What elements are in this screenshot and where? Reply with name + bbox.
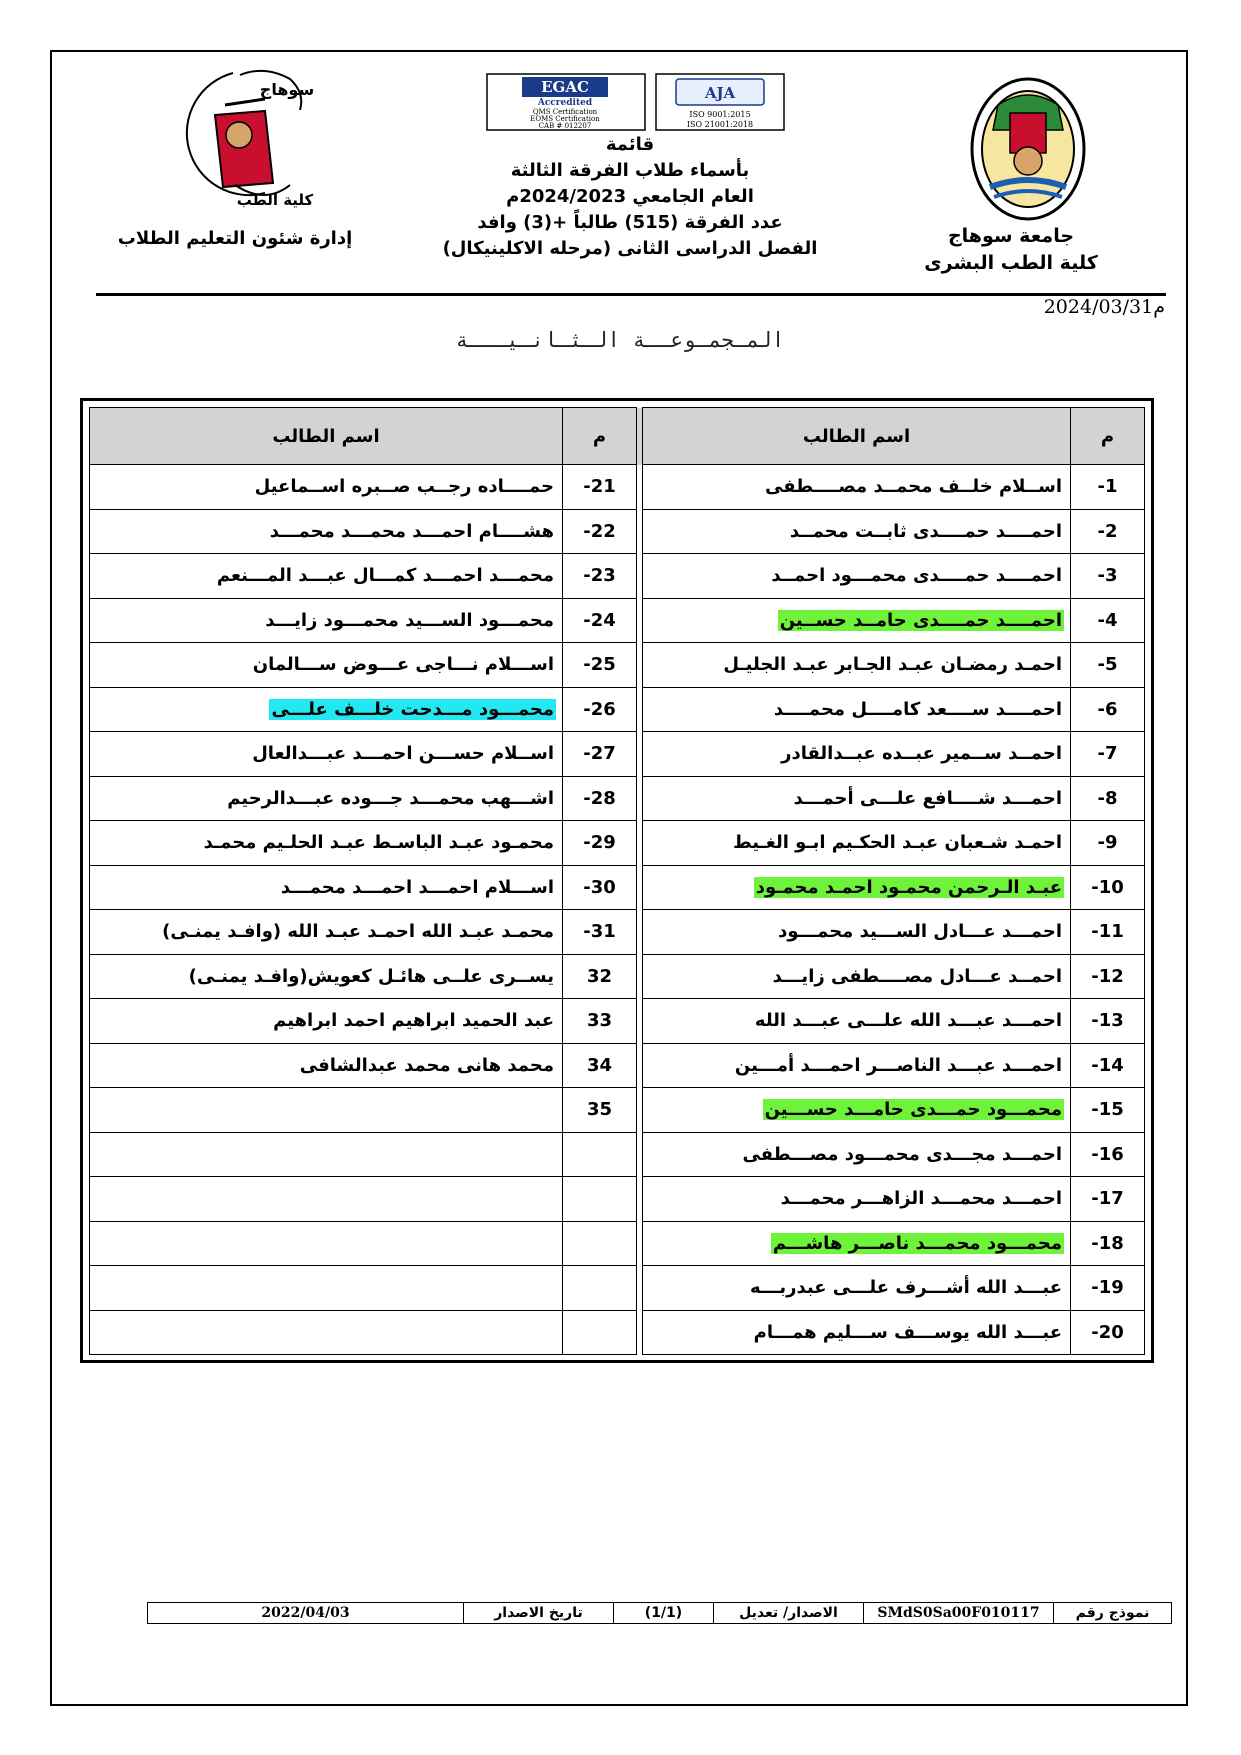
row-number-left [563, 954, 637, 999]
row-number-right [1071, 732, 1145, 777]
form-footer [147, 1602, 1172, 1624]
row-number-left-text: -25 [583, 654, 616, 676]
row-number-left [563, 643, 637, 688]
roster-table [89, 407, 1145, 1355]
student-name-left-text: محمـد عبـد الله احمـد عبـد الله (وافـد يمنـى) [162, 921, 554, 943]
table-row [90, 1132, 1145, 1177]
student-name-left-text: محمـــود مـــدحت خلـــف علـــى [271, 698, 554, 720]
row-number-right-text: -11 [1091, 921, 1124, 943]
student-name-left-text: حمــــاده رجــب صــبره اســماعيل [254, 476, 554, 498]
column-gap [637, 776, 643, 821]
student-name-right-text: عبـــد الله يوســـف ســـليم همـــام [753, 1321, 1062, 1343]
form-label: نموذج رقم [1054, 1603, 1172, 1624]
student-name-right-text: احمـــد محمـــد الزاهـــر محمـــد [780, 1188, 1062, 1210]
student-name-right-text: احمـــد مجـــدى محمـــود مصـــطفى [742, 1143, 1062, 1165]
form-code: SMdS0Sa00F010117 [864, 1603, 1054, 1624]
student-name-left [90, 1221, 563, 1266]
row-number-left [563, 509, 637, 554]
row-number-left-text: -31 [583, 921, 616, 943]
column-gap [637, 408, 643, 465]
student-name-right-text: احمــــد حمــــدى محمـــود احمــد [771, 565, 1062, 587]
row-number-right-text: -4 [1097, 609, 1118, 631]
student-name-left [90, 465, 563, 510]
student-name-left-text: محمـــود الســـيد محمـــود زايـــد [265, 609, 554, 631]
column-gap [637, 999, 643, 1044]
row-number-right [1071, 1088, 1145, 1133]
student-name-left-text: عبد الحميد ابراهيم احمد ابراهيم [273, 1010, 554, 1032]
row-number-right [1071, 1132, 1145, 1177]
student-name-left-text: محمـــد احمـــد كمـــال عبـــد المـــنعم [216, 565, 554, 587]
row-number-right-text: -19 [1091, 1277, 1124, 1299]
row-number-right [1071, 954, 1145, 999]
row-number-right [1071, 865, 1145, 910]
column-gap [637, 954, 643, 999]
row-number-right [1071, 643, 1145, 688]
student-name-left [90, 910, 563, 955]
roster-table-frame [80, 398, 1154, 1363]
row-number-right-text: -6 [1097, 698, 1118, 720]
student-name-right [643, 821, 1071, 866]
student-name-right [643, 1043, 1071, 1088]
student-name-right [643, 1221, 1071, 1266]
row-number-left [563, 598, 637, 643]
student-name-right-text: عبـــد الله أشـــرف علـــى عبدربـــه [749, 1277, 1062, 1299]
student-name-right-text: احمـد شـعبان عبـد الحكـيم ابـو الغـيط [733, 832, 1062, 854]
row-number-right-text: -12 [1091, 965, 1124, 987]
row-number-right-text: -2 [1097, 520, 1118, 542]
student-name-right-text: احمـــد عبـــد الله علـــى عبـــد الله [754, 1010, 1062, 1032]
column-gap [637, 1043, 643, 1088]
title-line: بأسماء طلاب الفرقة الثالثة [510, 160, 750, 181]
table-row [90, 643, 1145, 688]
faculty-logo-lettering: سوهاج [259, 80, 315, 99]
student-name-right [643, 1266, 1071, 1311]
student-name-right-text: احمـد رمضـان عبـد الجـابر عبـد الجليـل [723, 654, 1062, 676]
row-number-right [1071, 465, 1145, 510]
student-name-left-text: اســـلام نـــاجى عـــوض ســـالمان [252, 654, 554, 676]
row-number-left [563, 1088, 637, 1133]
title-line: قائمة [605, 134, 655, 155]
row-number-left-text: 34 [586, 1054, 613, 1076]
aja-line2: ISO 21001:2018 [686, 120, 754, 129]
row-number-left-text: -28 [583, 787, 616, 809]
aja-line1: ISO 9001:2015 [689, 110, 751, 119]
student-name-left-text: محمد هانى محمد عبدالشافى [299, 1054, 554, 1076]
issue-date-value: 2022/04/03 [148, 1603, 464, 1624]
student-name-left-text: اشـــهب محمـــد جـــوده عبـــدالرحيم [227, 787, 554, 809]
student-name-right-text: احمــــد حمــــدى حامــد حســين [779, 609, 1062, 631]
row-number-right [1071, 999, 1145, 1044]
student-name-left-text: اســلام حســـن احمـــد عبـــدالعال [252, 743, 554, 765]
student-name-right-text: محمـــود حمـــدى حامـــد حســـين [764, 1099, 1062, 1121]
row-number-left [563, 554, 637, 599]
title-line: العام الجامعي 2024/2023م [506, 186, 754, 207]
column-gap [637, 598, 643, 643]
row-number-right-text: -15 [1091, 1099, 1124, 1121]
student-name-left [90, 865, 563, 910]
col-header-num-right: م [1071, 408, 1145, 465]
column-gap [637, 554, 643, 599]
student-name-right-text: احمـــد عـــادل الســـيد محمـــود [778, 921, 1062, 943]
row-number-left [563, 999, 637, 1044]
student-name-left [90, 732, 563, 777]
table-row [90, 554, 1145, 599]
university-header [901, 223, 1121, 277]
student-name-right-text: احمـــد عبـــد الناصـــر احمـــد أمـــين [734, 1054, 1062, 1076]
student-name-right-text: احمــد ســمير عبــده عبــدالقادر [781, 743, 1062, 765]
student-name-left [90, 999, 563, 1044]
row-number-right [1071, 509, 1145, 554]
student-name-left [90, 1132, 563, 1177]
table-row [90, 865, 1145, 910]
roster-body [90, 465, 1145, 1355]
student-name-right [643, 910, 1071, 955]
faculty-logo [115, 65, 315, 215]
row-number-left-text: 35 [586, 1099, 613, 1121]
row-number-right-text: -13 [1091, 1010, 1124, 1032]
student-name-left [90, 1043, 563, 1088]
row-number-left-text: -21 [583, 476, 616, 498]
egac-line1: Accredited [537, 98, 593, 108]
row-number-right-text: -1 [1097, 476, 1118, 498]
col-header-name-left: اسم الطالب [90, 408, 563, 465]
student-name-left [90, 776, 563, 821]
column-gap [637, 1221, 643, 1266]
student-name-right-text: محمـــود محمـــد ناصـــر هاشـــم [772, 1232, 1062, 1254]
row-number-left [563, 910, 637, 955]
row-number-left [563, 1043, 637, 1088]
row-number-right-text: -7 [1097, 743, 1118, 765]
row-number-right-text: -17 [1091, 1188, 1124, 1210]
egac-line2: QMS Certification [532, 108, 598, 116]
column-gap [637, 643, 643, 688]
row-number-left-text: -23 [583, 565, 616, 587]
student-name-right-text: احمــــد حمــــدى ثابــت محمــد [789, 520, 1062, 542]
student-name-left-text: محمـود عبـد الباسـط عبـد الحلـيم محمـد [203, 832, 554, 854]
header-divider [96, 293, 1166, 296]
student-name-right-text: احمــــد ســــعد كامــــل محمــــد [773, 698, 1062, 720]
row-number-right [1071, 554, 1145, 599]
row-number-left [563, 821, 637, 866]
row-number-left [563, 465, 637, 510]
table-row [90, 598, 1145, 643]
row-number-right [1071, 1043, 1145, 1088]
student-name-left-text: يســرى علــى هائـل كعويش(وافـد يمنـى) [188, 965, 554, 987]
row-number-left [563, 1221, 637, 1266]
row-number-left [563, 1310, 637, 1355]
student-name-right [643, 1132, 1071, 1177]
student-name-right [643, 865, 1071, 910]
table-row [90, 1310, 1145, 1355]
column-gap [637, 465, 643, 510]
table-row [90, 954, 1145, 999]
student-name-right-text: عبـد الـرحمن محمـود احمـد محمـود [755, 876, 1062, 898]
row-number-left [563, 1132, 637, 1177]
column-gap [637, 910, 643, 955]
row-number-right [1071, 598, 1145, 643]
student-name-right-text: احمــد عـــادل مصــــطفى زايـــد [772, 965, 1062, 987]
table-row [90, 776, 1145, 821]
student-name-left [90, 1310, 563, 1355]
row-number-left-text: -22 [583, 520, 616, 542]
row-number-right-text: -5 [1097, 654, 1118, 676]
row-number-right-text: -8 [1097, 787, 1118, 809]
column-gap [637, 1177, 643, 1222]
row-number-right-text: -3 [1097, 565, 1118, 587]
row-number-left [563, 732, 637, 777]
table-row [90, 509, 1145, 554]
column-gap [637, 1132, 643, 1177]
row-number-right [1071, 1266, 1145, 1311]
student-name-right [643, 999, 1071, 1044]
row-number-right [1071, 1310, 1145, 1355]
row-number-left-text: 33 [586, 1010, 613, 1032]
column-gap [637, 865, 643, 910]
student-name-left [90, 954, 563, 999]
student-name-right-text: اســلام خلــف محمــد مصــــطفى [765, 476, 1062, 498]
row-number-right-text: -18 [1091, 1232, 1124, 1254]
col-header-name-right: اسم الطالب [643, 408, 1071, 465]
table-row [90, 999, 1145, 1044]
student-name-left [90, 1088, 563, 1133]
table-row [90, 1043, 1145, 1088]
student-name-left-text: اســـلام احمـــد احمـــد محمـــد [280, 876, 554, 898]
row-number-right [1071, 1177, 1145, 1222]
student-name-right-text: احمـــد شــــافع علـــى أحمـــد [793, 787, 1062, 809]
student-name-left [90, 687, 563, 732]
row-number-right-text: -9 [1097, 832, 1118, 854]
student-name-right [643, 465, 1071, 510]
egac-brand: EGAC [541, 78, 589, 96]
table-header-row [90, 408, 1145, 465]
student-name-left [90, 509, 563, 554]
table-row [90, 1177, 1145, 1222]
table-row [90, 465, 1145, 510]
row-number-left [563, 1266, 637, 1311]
column-gap [637, 1266, 643, 1311]
row-number-left-text: 32 [586, 965, 613, 987]
student-name-right [643, 776, 1071, 821]
row-number-right-text: -20 [1091, 1321, 1124, 1343]
student-name-left-text: هشــــام احمـــد محمـــد محمـــد [269, 520, 554, 542]
student-name-left [90, 643, 563, 688]
department-name: إدارة شئون التعليم الطلاب [117, 228, 353, 249]
table-row [90, 910, 1145, 955]
egac-line3: EOMS Certification [530, 115, 600, 123]
table-row [90, 1221, 1145, 1266]
student-name-right [643, 1310, 1071, 1355]
student-name-right [643, 954, 1071, 999]
row-number-right [1071, 687, 1145, 732]
footer-row [148, 1603, 1172, 1624]
faculty-name: كلية الطب البشرى [924, 252, 1098, 274]
student-name-right [643, 509, 1071, 554]
version-label: الاصدار/ تعديل [714, 1603, 864, 1624]
issue-date-label: تاريخ الاصدار [464, 1603, 614, 1624]
row-number-left-text: -29 [583, 832, 616, 854]
row-number-right [1071, 776, 1145, 821]
column-gap [637, 821, 643, 866]
document-date: 2024/03/31م [1043, 296, 1165, 318]
row-number-right [1071, 821, 1145, 866]
row-number-left [563, 1177, 637, 1222]
column-gap [637, 1088, 643, 1133]
row-number-left-text: -24 [583, 609, 616, 631]
table-row [90, 1088, 1145, 1133]
col-header-num-left: م [563, 408, 637, 465]
column-gap [637, 687, 643, 732]
row-number-left-text: -30 [583, 876, 616, 898]
egac-line4: CAB # 012207 [538, 122, 592, 130]
row-number-right-text: -10 [1091, 876, 1124, 898]
version-value: (1/1) [614, 1603, 714, 1624]
column-gap [637, 732, 643, 777]
university-name: جامعة سوهاج [947, 225, 1075, 247]
row-number-right [1071, 910, 1145, 955]
document-title [440, 132, 820, 262]
row-number-left-text: -26 [583, 698, 616, 720]
university-logo [968, 75, 1088, 223]
row-number-right [1071, 1221, 1145, 1266]
table-row [90, 1266, 1145, 1311]
row-number-left-text: -27 [583, 743, 616, 765]
title-line: عدد الفرقة (515) طالباً +(3) وافد [477, 212, 783, 233]
student-name-right [643, 554, 1071, 599]
student-name-right [643, 598, 1071, 643]
student-name-right [643, 732, 1071, 777]
table-row [90, 732, 1145, 777]
group-title: المـجمـوعــة الـثـانـيـــة [455, 328, 785, 352]
faculty-logo-lettering-2: كلية الطب [236, 191, 314, 209]
student-name-left [90, 554, 563, 599]
student-name-left [90, 598, 563, 643]
column-gap [637, 509, 643, 554]
student-name-right [643, 643, 1071, 688]
column-gap [637, 1310, 643, 1355]
table-row [90, 687, 1145, 732]
row-number-left [563, 687, 637, 732]
student-name-right [643, 1177, 1071, 1222]
table-row [90, 821, 1145, 866]
row-number-left [563, 776, 637, 821]
student-name-right [643, 1088, 1071, 1133]
row-number-right-text: -16 [1091, 1143, 1124, 1165]
row-number-left [563, 865, 637, 910]
certification-badges [486, 73, 786, 131]
row-number-right-text: -14 [1091, 1054, 1124, 1076]
student-name-left [90, 1177, 563, 1222]
title-line: الفصل الدراسى الثانى (مرحله الاكلينيكال) [442, 238, 818, 259]
aja-brand: AJA [704, 84, 736, 102]
student-name-right [643, 687, 1071, 732]
student-name-left [90, 1266, 563, 1311]
student-name-left [90, 821, 563, 866]
